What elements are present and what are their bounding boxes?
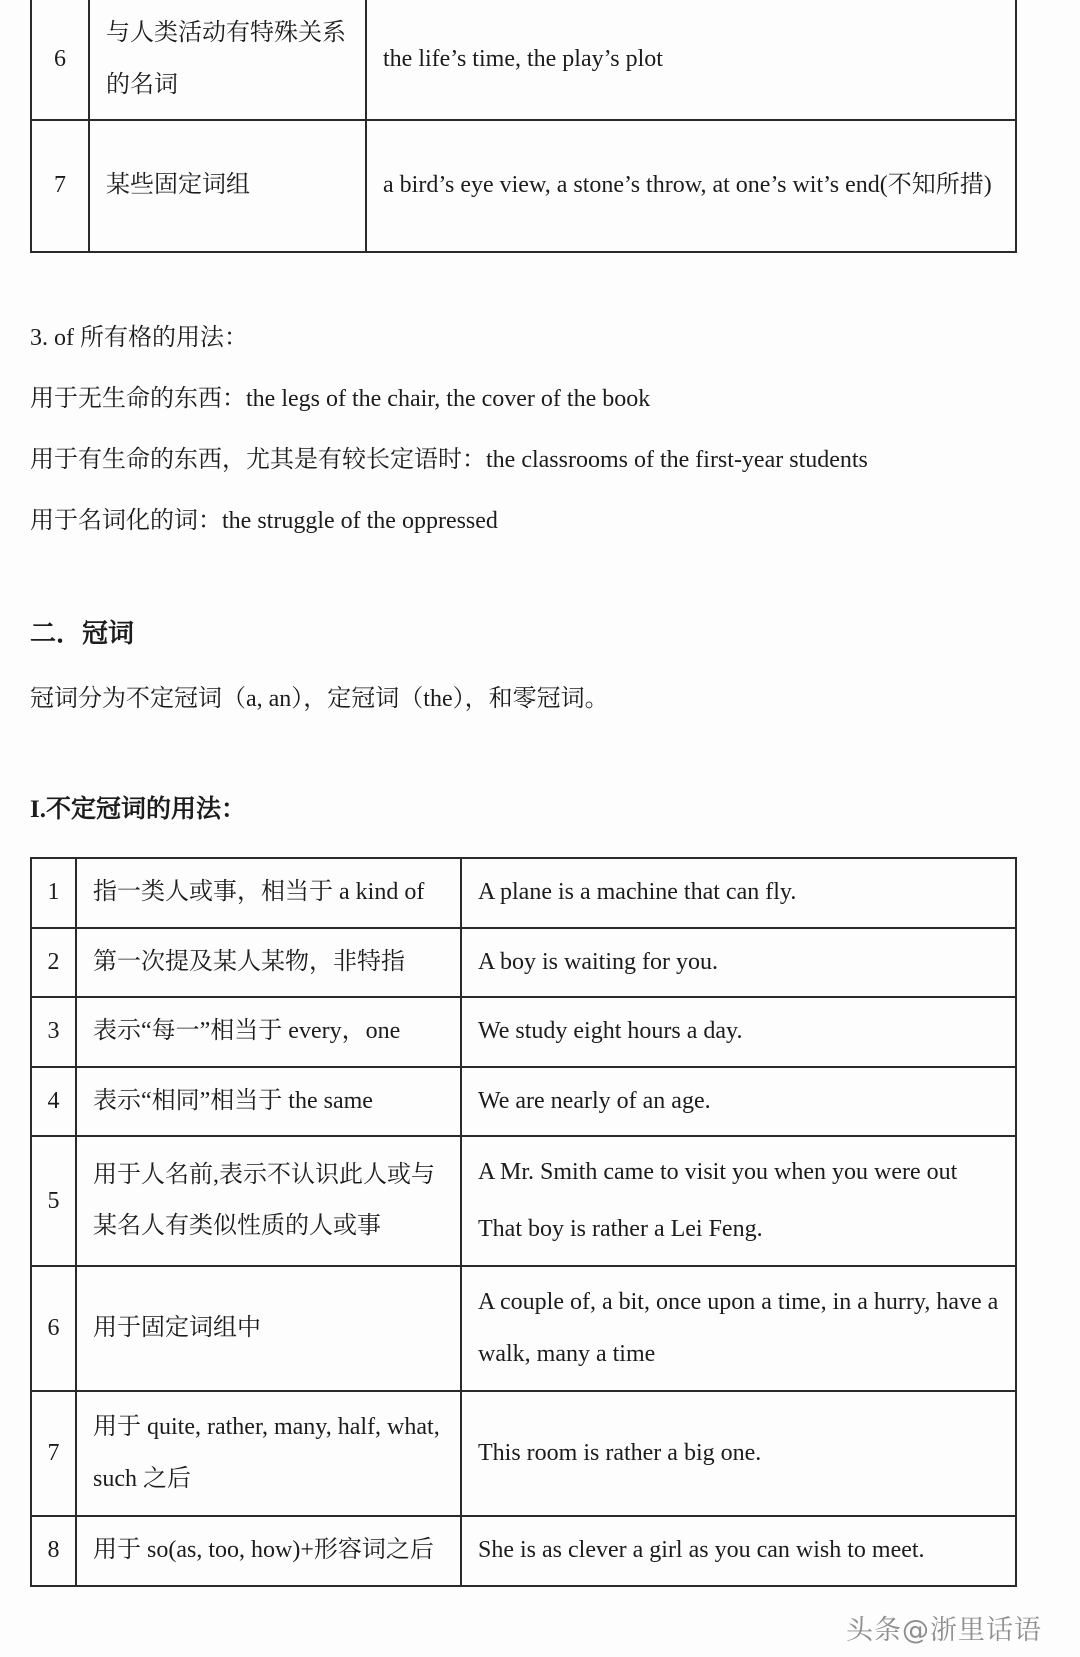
example-text: We study eight hours a day. bbox=[478, 1018, 743, 1045]
example-text: A boy is waiting for you. bbox=[478, 948, 718, 975]
usage-cell: 用于人名前,表示不认识此人或与某名人有类似性质的人或事 bbox=[76, 1136, 461, 1266]
of-usage-line: 用于有生命的东西，尤其是有较长定语时：the classrooms of the first-year students bbox=[30, 447, 868, 474]
example-text: A plane is a machine that can fly. bbox=[478, 878, 797, 905]
example-cell bbox=[461, 928, 1016, 998]
watermark: 头条@浙里话语 bbox=[846, 1614, 1042, 1646]
table-row bbox=[31, 1136, 1016, 1266]
example-text: We are nearly of an age. bbox=[478, 1087, 711, 1114]
row-number: 5 bbox=[31, 1136, 76, 1266]
example-text: She is as clever a girl as you can wish to meet. bbox=[478, 1537, 925, 1564]
example-text: A couple of, a bit, once upon a time, in a hurry, have a walk, many a time bbox=[478, 1289, 999, 1367]
table-row bbox=[31, 1516, 1016, 1586]
example-text: a bird’s eye view, a stone’s throw, at one’s wit’s end(不知所措) bbox=[383, 172, 992, 199]
example-cell bbox=[461, 1391, 1016, 1516]
table-row bbox=[31, 1391, 1016, 1516]
article-section bbox=[30, 618, 1015, 825]
usage-cell: 与人类活动有特殊关系 的名词 bbox=[89, 0, 366, 120]
table-row bbox=[31, 928, 1016, 998]
of-usage-line: 用于无生命的东西：the legs of the chair, the cover of the book bbox=[30, 386, 651, 413]
of-usage-section bbox=[30, 323, 1015, 536]
usage-cell: 第一次提及某人某物，非特指 bbox=[76, 928, 461, 998]
example-text: This room is rather a big one. bbox=[478, 1440, 762, 1467]
row-number: 2 bbox=[31, 928, 76, 998]
usage-cell: 用于 so(as, too, how)+形容词之后 bbox=[76, 1516, 461, 1586]
example-cell bbox=[461, 1516, 1016, 1586]
table-row bbox=[31, 0, 1016, 120]
indefinite-article-table bbox=[30, 857, 1017, 1587]
article-heading: 二．冠词 bbox=[30, 619, 135, 649]
row-number: 4 bbox=[31, 1067, 76, 1137]
example-text: the life’s time, the play’s plot bbox=[383, 45, 663, 72]
possessive-table bbox=[30, 0, 1017, 253]
article-subheading: I.不定冠词的用法： bbox=[30, 795, 246, 823]
row-number: 8 bbox=[31, 1516, 76, 1586]
table-row bbox=[31, 120, 1016, 252]
table-row bbox=[31, 1266, 1016, 1391]
usage-cell: 用于 quite, rather, many, half, what, such 之后 bbox=[76, 1391, 461, 1516]
example-cell bbox=[461, 997, 1016, 1067]
example-text: That boy is rather a Lei Feng. bbox=[478, 1216, 763, 1243]
table-row bbox=[31, 858, 1016, 928]
example-cell bbox=[461, 1136, 1016, 1266]
table-row bbox=[31, 1067, 1016, 1137]
table-row bbox=[31, 997, 1016, 1067]
example-cell bbox=[366, 120, 1016, 252]
example-text: A Mr. Smith came to visit you when you were out bbox=[478, 1158, 958, 1185]
usage-cell: 用于固定词组中 bbox=[76, 1266, 461, 1391]
row-number: 6 bbox=[31, 1266, 76, 1391]
of-usage-title: 3. of 所有格的用法： bbox=[30, 325, 248, 352]
row-number: 6 bbox=[31, 0, 89, 120]
row-number: 7 bbox=[31, 1391, 76, 1516]
example-cell bbox=[461, 858, 1016, 928]
usage-cell: 表示“相同”相当于 the same bbox=[76, 1067, 461, 1137]
of-usage-line: 用于名词化的词：the struggle of the oppressed bbox=[30, 508, 498, 535]
usage-cell: 某些固定词组 bbox=[89, 120, 366, 252]
example-cell bbox=[366, 0, 1016, 120]
usage-cell: 指一类人或事，相当于 a kind of bbox=[76, 858, 461, 928]
usage-cell: 表示“每一”相当于 every，one bbox=[76, 997, 461, 1067]
row-number: 3 bbox=[31, 997, 76, 1067]
example-cell bbox=[461, 1067, 1016, 1137]
row-number: 1 bbox=[31, 858, 76, 928]
row-number: 7 bbox=[31, 120, 89, 252]
article-intro: 冠词分为不定冠词（a, an），定冠词（the），和零冠词。 bbox=[30, 685, 609, 712]
example-cell bbox=[461, 1266, 1016, 1391]
